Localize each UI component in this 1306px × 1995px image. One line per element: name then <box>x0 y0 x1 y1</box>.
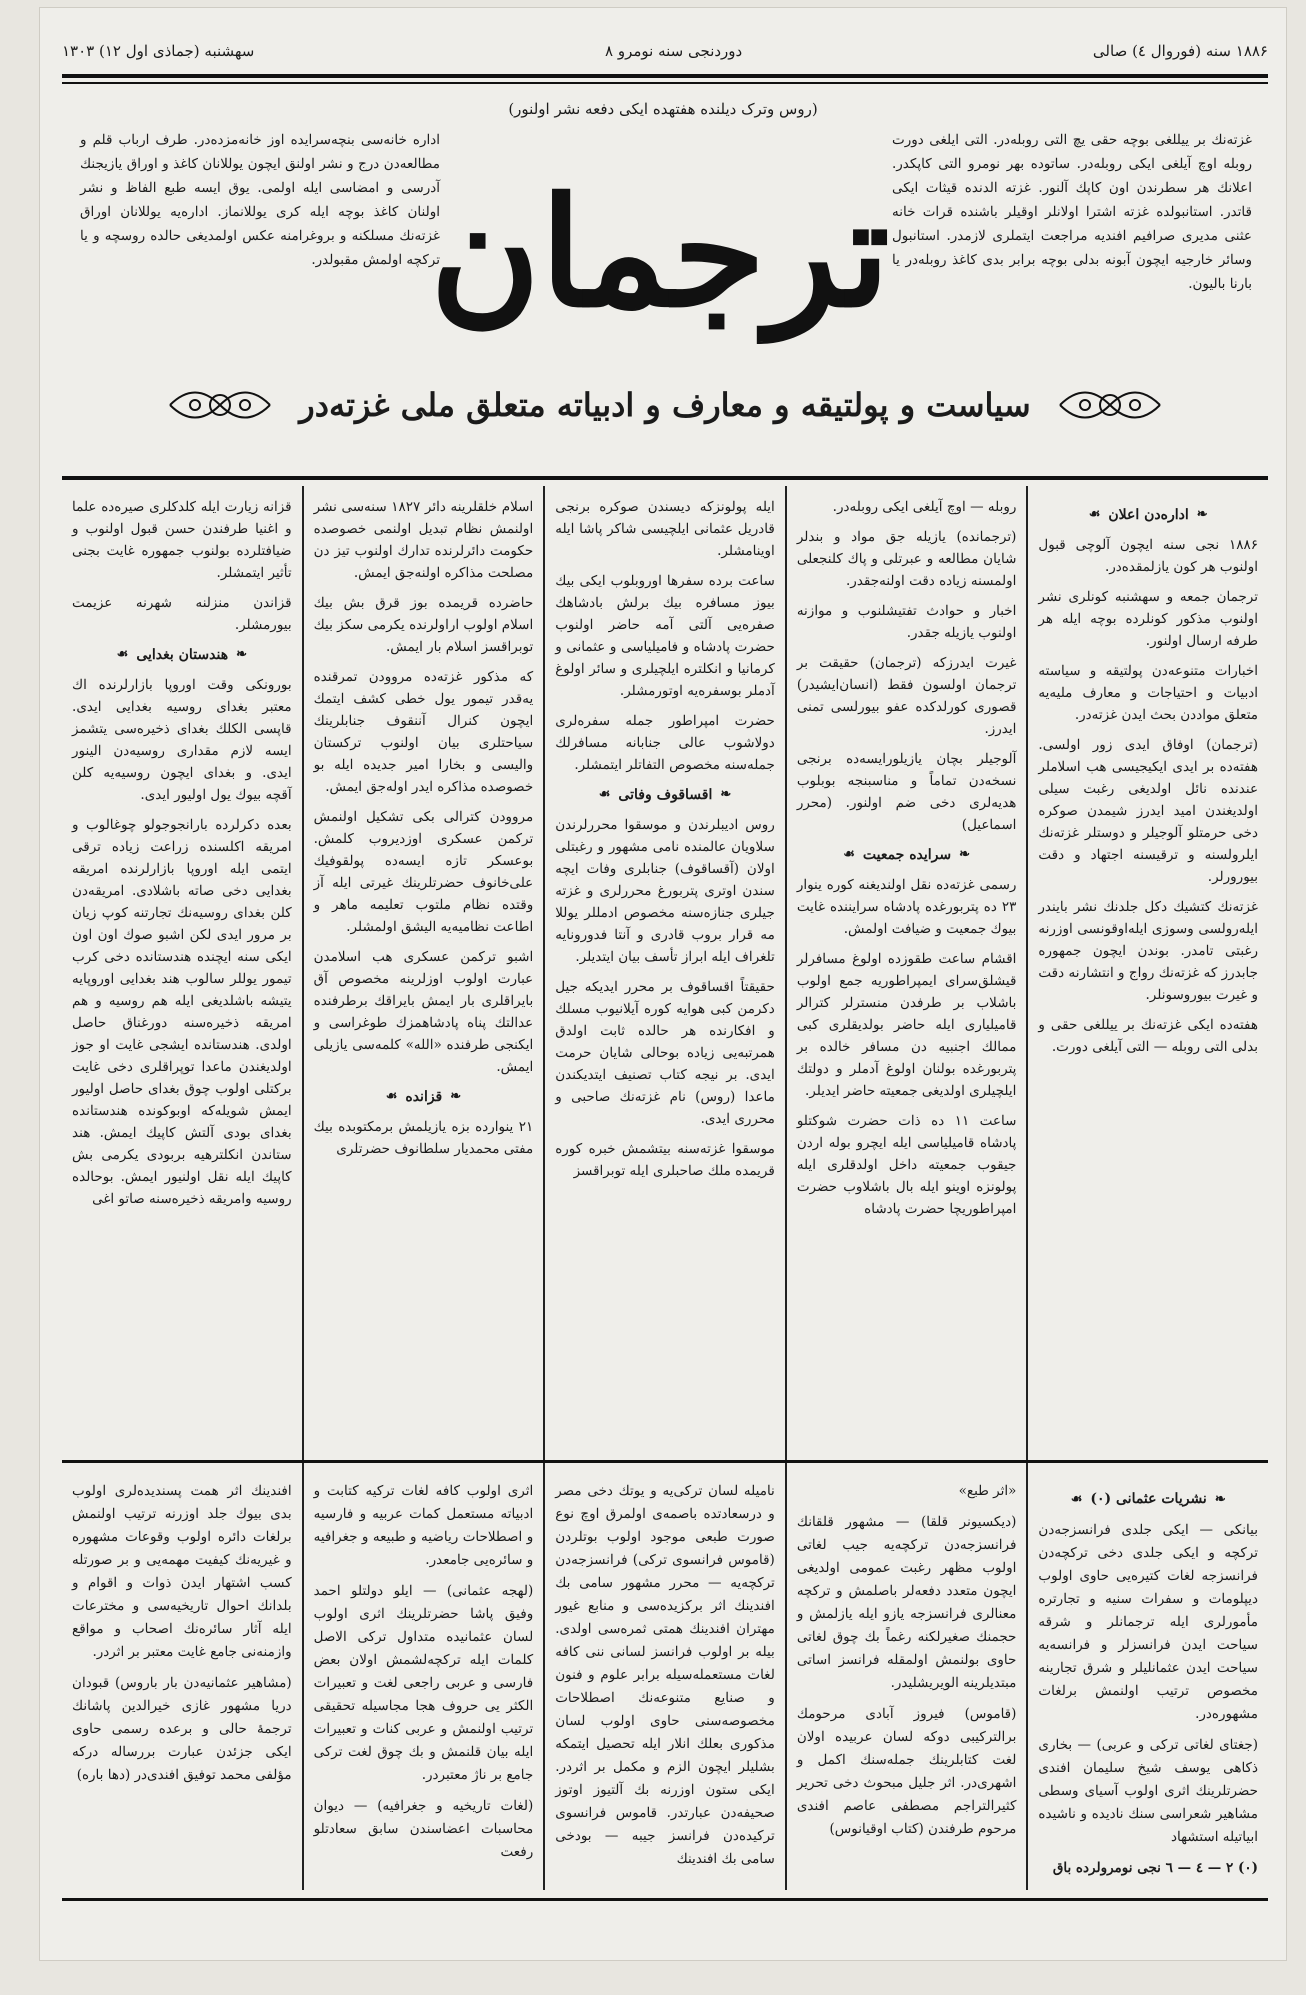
flourish-icon: ❧ <box>1214 1492 1226 1507</box>
section-divider-rule <box>62 1460 1268 1463</box>
column-2-heading-text: سرایده جمعیت <box>862 847 952 863</box>
column-5-heading-text: هندستان بغدایی <box>136 647 229 663</box>
column-5-paragraph: بعده دکرلرده بارانجوجولو چوغالوب و امریقه اکلسنده زراعت زیاده ترقی ایتمی ایله اوروپا بازارلرنده امریقه بغدایی دخی صاته باشلادی. امریقه‌دن کلن بغدای روسیه‌نك تجارتنه کوپ زیان بر مرور ایدی لکن اشبو صوك اون اون ایکی سنه ایچنده هندستانده دخی کرب تیمور یوللر سالوب هند بغدایی اوروپایه یتیشه باشلدیغی ایله هم روسیه و هم امریقه ذخیره‌سنه دورغناق حاصل اولدی. هندستانده ایشجی غایت او جوز اولدیغندن ماعدا توپراقلری دخی غایت برکتلی اولوب چوق بغدای حاصل اولیور ایمش شویله‌که اوبوکونده هندستانده بغدای بودی آلتش کاپیك ایمش. هند ستاندن انکلترهیه بربودی یکرمی بش کاپیك ایله نقل اولنیور ایمش. بوحالده روسیه وامریقه ذخیره‌سنه صاتو اغی <box>72 817 292 1207</box>
column-2-paragraph: اخبار و حوادث تفتیشلنوب و موازنه اولنوب یازیله جقدر. <box>796 603 1017 641</box>
column-1-paragraph: ترجمان جمعه و سهشنبه کونلری نشر اولنوب مذکور کونلرده بوچه ایله هر طرفه ارسال اولنور. <box>1038 589 1258 649</box>
bottom-column-4-paragraph: (لهجه عثمانی) — ایلو دولتلو احمد وفیق پاشا حضرتلرینك اثری اولوب لسان عثمانیده متداول ترکی الاصل کلمات ایله ترکچه‌لشمش اولان بعض فارسی و عربی راجعی لغت و تعبیرات الکثر یی حروف هجا مجاسیله تحقیقی ترتیب اولنمش و عربی کنات و تعبیرات ایله بیان قلنمش و بك چوق لغت ترکی جامع بر ناژ معتبردر. <box>313 1583 534 1783</box>
column-4-paragraph: اسلام خلقلرینه دائر ۱۸۲۷ سنه‌سی نشر اولنمش نظام تبدیل اولنمی خصوصده حکومت دائرلرنده تدارك اولنوب تیز دن مصلحت مذاکره اولنه‌جق ایمش. <box>313 499 534 581</box>
flourish-icon: ❧ <box>720 787 732 802</box>
column-4-paragraph: حاضرده قریمده بوز قرق بش بیك اسلام اولوب اراولرنده یکرمی سکز بیك توبراقسز اسلام بار ایمش. <box>313 595 534 655</box>
column-5-paragraph: بورونکی وقت اوروپا بازارلرنده اك معتبر بغدای روسیه بغدایی ایدی. قاپسی الکلك بغدای ذخیره‌سی یتشمز ایسه لازم مقداری روسیه‌دن الینور ایدی. و بغدای ایچون روسیه‌یه کلن آقچه بیوك یول اولیور ایدی. <box>72 677 292 803</box>
column-1-paragraph: ۱۸۸۶ نجی سنه ایچون آلوچی قبول اولنوب هر کون یازلمقده‌در. <box>1038 537 1258 575</box>
tagline-row <box>62 370 1268 440</box>
bottom-column-4 <box>302 1470 544 1890</box>
column-3-paragraph: موسقوا غزته‌سنه بیتشمش خبره کوره قریمده ملك صاحبلری ایله توبراقسز <box>555 1141 775 1179</box>
flourish-icon: ❧ <box>236 647 248 662</box>
bottom-column-2-paragraph: (قاموس) فیروز آبادی مرحومك برالترکیبی دوکه لسان عربیده اولان لغت کتابلرینك جمله‌سنك اکمل و اشهری‌در. اثر جلیل مبحوث دخی تحریر کثیرالتراجم مصطفی عاصم افندی مرحوم طرفندن (کتاب اوقیانوس) <box>796 1706 1017 1837</box>
column-5-paragraph: قزانه زیارت ایله کلدکلری صیره‌ده علما و اغنیا طرفندن حسن قبول اولنوب و ضیافتلرده بولنوب جمهوره غایت بجنی تأثیر ایتمشلر. <box>72 499 292 581</box>
bottom-column-4-paragraph: (لغات تاریخیه و جغرافیه) — دیوان محاسبات اعضاسندن سابق سعادتلو رفعت <box>313 1798 534 1860</box>
column-2-paragraph: اقشام ساعت طقوزده اولوغ مسافرلر قیشلق‌سرای ایمپراطوریه جمع اولوب باشلاب بر طرفدن منسترلر کترالر قامیلیاری ایله حاضر بولدیقلری کبی ممالك اجنبیه دن مسافر خالده بر پتربورغده بولنان اولوغ آدملر و دولتك ایلچیلری اولدیغی جمعیته حاضر ایدیلر. <box>796 951 1017 1099</box>
flourish-icon: ❧ <box>450 1089 462 1104</box>
ornament-right-icon <box>1055 375 1165 435</box>
column-5-heading <box>72 644 292 666</box>
hijri-date: (جماذی اول ۱۲) ۱۳۰۳ <box>62 42 200 60</box>
publication-frequency: (روس وترک دیلنده هفتهده ایکی دفعه نشر اولنور) <box>508 100 818 118</box>
column-2-paragraph: غیرت ایدرزکه (ترجمان) حقیقت بر ترجمان اولسون فقط (انسان‌ایشیدر) قصوری کورلدکده عفو بیورلسی تمنی ایدرز. <box>796 655 1017 737</box>
column-3-heading-text: اقساقوف وفاتی <box>618 787 713 803</box>
column-1-heading <box>1038 504 1258 526</box>
column-2-paragraph: رسمی غزته‌ده نقل اولندیغنه کوره ینوار ۲۳ ده پتربورغده پادشاه سرایننده غایت بیوك جمعیت و ضیافت اولمش. <box>796 877 1017 937</box>
bottom-column-5 <box>62 1470 302 1890</box>
bottom-column-4-paragraph: اثری اولوب کافه لغات ترکیه کتابت و ادبیاته مستعمل کمات عربیه و فارسیه و اصطلاحات ریاضیه و طبیعه و جغرافیه و سائره‌یی جامعدر. <box>313 1483 534 1568</box>
column-2-paragraph: (ترجمانده) یازیله جق مواد و بندلر شایان مطالعه و عبرتلی و پاك کلنجعلی اولمسنه زیاده دقت اولنه‌جقدر. <box>796 529 1017 589</box>
column-4-paragraph: مروودن کترالی بکی تشکیل اولنمش ترکمن عسکری اوزدیروب کلمش. بوعسکر تازه ایسه‌ده پولقوفیك علی‌خانوف حضرتلرینك غیرتی ایله آز وقتده نظام ملتوب تعلیمه ماهر و اطاعت نظامیه‌یه الیشق اولمشلر. <box>313 809 534 935</box>
flourish-icon: ☙ <box>843 847 855 862</box>
column-4-heading-text: قزانده <box>405 1089 443 1105</box>
column-1-heading-text: اداره‌دن اعلان <box>1108 507 1189 523</box>
flourish-icon: ☙ <box>385 1089 398 1104</box>
masthead-rule-inner <box>62 82 1268 84</box>
newspaper-page <box>40 8 1286 1960</box>
flourish-icon: ☙ <box>116 647 129 662</box>
bottom-column-2-paragraph: (دیکسیونر قلقا) — مشهور قلقانك فرانسزجه‌دن ترکچه‌یه جیب لغاتی اولوب مظهر رغبت عمومی اولدیغی ایچون متعدد دفعه‌لر باصلمش و ترکچه معنالری فرانسزجه یازو ایله یازلمش و حجمنك صغیرلکنه رغماً بك چوق لغاتی حاوی بولنمش اولمقله فرانسز اساتی مبتدیلرینه الویریشلیدر. <box>796 1514 1017 1691</box>
column-1-paragraph: غزته‌نك کتشیك دکل جلدنك نشر بایندر ایله‌رولسی وسوزی ایله‌اوقونسی اوزرنه رغبتی تامدر. بوندن ایچون جمهوره جابدرز که غزته‌نك رواج و انتشارنه دقت و غیرت بیوروسونلر. <box>1038 899 1258 1003</box>
editorial-office-info: اداره خانه‌سی بنچه‌سرایده اوز خانه‌مزده‌در. طرف ارباب قلم و مطالعه‌دن درج و نشر اولنق ایچون یوللانان کاغذ و اوراق یازیجنك آدرسی و امضاسی ایله اولمی. یوق ایسه طبع الفاظ و نشر اولنان کاغذ بوچه ایله کری یوللانماز. اداره‌یه یوللانان اوراق غزته‌نك مسلکنه و بروغرامنه عکس اولمدیغی حالده روسچه و یا ترکچه اولمش مقبولدر. <box>80 132 440 268</box>
column-5-paragraph: قزاندن منزلنه شهرنه عزیمت بیورمشلر. <box>72 595 292 633</box>
column-2-paragraph: ساعت ۱۱ ده ذات حضرت شوکتلو پادشاه قامیلیاسی ایله ایچرو بوله اردن جیقوب جمعیته داخل اولدقلری ایله پولونزه اوینو ایله بال باشلاوب حضرت امپراطوریچا حضرت پادشاه <box>796 1113 1017 1217</box>
column-3-paragraph: حضرت امپراطور جمله سفره‌لری دولاشوب عالی جنابانه مسافرلك جمله‌سنه مخصوص التفاتلر ایتمشلر. <box>555 713 775 773</box>
bottom-column-1 <box>1026 1470 1268 1890</box>
tagline: سیاست و پولتیقه و معارف و ادبیاته متعلق ملی غزته‌در <box>299 386 1031 424</box>
column-4-paragraph: ۲۱ ینوارده بزه یازیلمش برمکتوبده بیك مفتی محمدیار سلطانوف حضرتلری <box>313 1119 534 1157</box>
masthead-rule-top <box>62 74 1268 78</box>
column-2-paragraph: روبله — اوچ آیلغی ایکی روبله‌در. <box>832 499 1017 515</box>
weekday-left: سهشنبه <box>204 42 255 60</box>
flourish-icon: ❧ <box>959 847 971 862</box>
issue-info: دوردنجی سنه نومرو ۸ <box>605 42 743 60</box>
masthead-left-group <box>62 42 254 60</box>
logo-title: ترجمان <box>430 165 890 341</box>
bottom-column-3 <box>543 1470 785 1890</box>
columns-top-rule <box>62 476 1268 480</box>
column-1-paragraph: (ترجمان) اوفاق ایدی زور اولسی. هفته‌ده بر ایدی ایکیجیسی هب اسلاملر عندنده نائل اولدیغی رغبت سیلی اولدیغندن امید ایدرز شیمدن صوکره دخی حرمتلو آلوجیلر و دوستلر غزته‌نك ایلرولسنه و ترقیسنه اجتهاد و دقت بیورورلر. <box>1038 737 1258 885</box>
bottom-column-2 <box>785 1470 1027 1890</box>
bottom-columns <box>62 1470 1268 1890</box>
subscription-info: غزته‌نك بر ییللغی بوچه حقی یچ التی روبله‌در. التی ایلغی دورت روبله اوچ آیلغی ایکی روبله‌در. ساتوده بهر نومرو التی کاپکدر. اعلانك هر سطرندن اون کاپك آلنور. غزته الدنده قیثات ایکی قاتدر. استانبولده غزته اشترا اولانلر اوقیلر باشنده قرات خانه عثنی مدیری صرافیم افندیه مراجعت ایتملری لازمدر. استانبول وسائر خارجیه ایچون آبونه بدلی بوچه برابر بدی کاغذ روبله‌در یا بارنا بالیون. <box>892 132 1252 292</box>
ornament-left-icon <box>165 375 275 435</box>
bottom-column-5-paragraph: افندینك اثر همت پسندیده‌لری اولوب بدی بیوك جلد اوزرنه ترتیب اولنمش برلغات دائره اولوب وقوعات مشهوره و غیریه‌نك کیفیت مهمه‌یی و بر صورتله کسب اشتهار ایدن ذوات و اقوام و بلدانك احوال تاریخیه‌سی و مخترعات ایله آثار سائره‌نك اصحاب و مواقع وازمنه‌نی جامع غایت معتبر بر اثردر. <box>72 1483 292 1660</box>
column-4-paragraph: که مذکور غزته‌ده مروودن تمرقنده یه‌قدر تیمور یول خطی کشف ایتمك ایچون کنرال آننقوف جنابلرینك سیاحتلری بیان اولنوب ترکستان والیسی و بخارا امیر جدیده ایله بو خصوصده مذاکره ایدر اوله‌جق ایمش. <box>313 669 534 795</box>
column-1-paragraph: اخبارات متنوعه‌دن پولتیقه و سیاسته ادبیات و احتیاجات و معارف ملیه‌یه متعلق مواددن بحث ایدن غزته‌در. <box>1038 663 1258 723</box>
footer-rule <box>62 1898 1268 1901</box>
column-4-paragraph: اشبو ترکمن عسکری هب اسلامدن عبارت اولوب اوزلرینه مخصوص آق بایراقلری بار ایمش بایراقك برطرفنده عدالتك پناه پادشاهمزك طوغراسی و ایکنجی طرفنده «الله» کلمه‌سی یازیلی ایمش. <box>313 949 534 1075</box>
bottom-column-5-paragraph: (مشاهیر عثمانیه‌دن بار باروس) قبودان دریا مشهور غازی خیرالدین پاشانك ترجمهٔ حالی و برعده رسمی حاوی ایکی جزئدن عبارت بررساله درکه مؤلفی محمد توفیق افندی‌در (دها باره) <box>72 1675 292 1783</box>
column-4-heading <box>314 1086 534 1108</box>
column-2-heading <box>797 844 1017 866</box>
column-1-paragraph: هفته‌ده ایکی غزته‌نك بر ییللغی حقی و بدلی التی روبله — التی آیلغی دورت. <box>1038 1017 1258 1055</box>
column-3-paragraph: روس ادیبلرندن و موسقوا محررلرندن سلاویان عالمنده نامی مشهور و رغبتلی اولان (آقساقوف) جنابلری وفات ایچه سندن اوتری پتربورغ محررلری و غزته جیلری جنازه‌سنه مخصوص ادمللر یوللا مه قرار بروب قادری و آنتا فدورونایه تلغراف ایله ابراز تأسف بیان ایتدیلر. <box>555 817 775 965</box>
bottom-column-2-paragraph: «اثر طبع» <box>958 1483 1017 1499</box>
column-2-paragraph: آلوجیلر بچان یازیلورایسه‌ده برنجی نسخه‌دن تماماً و مناسبنجه بوبلوب هدیه‌لری دخی ضم اولنور. (محرر اسماعیل) <box>796 751 1017 833</box>
flourish-icon: ☙ <box>1088 507 1101 522</box>
weekday-right: صالی <box>1092 42 1128 60</box>
flourish-icon: ☙ <box>598 787 611 802</box>
column-3-heading <box>555 784 775 806</box>
newspaper-logo <box>430 148 890 358</box>
column-3-paragraph: ایله پولونزکه دیسندن صوکره برنجی قادریل عثمانی ایلچیسی شاکر پاشا ایله اوینامشلر. <box>555 499 775 559</box>
gregorian-date: (فوروال ٤) <box>1132 42 1202 60</box>
ottoman-publications-heading-text: نشریات عثمانی (۰) <box>1090 1491 1207 1507</box>
footnote: (۰) ۲ — ٤ — ٦ نجی نومرولرده باق <box>1052 1860 1258 1876</box>
bottom-column-1-paragraph: بیانکی — ایکی جلدی فرانسزجه‌دن ترکچه و ایکی جلدی دخی ترکچه‌دن فرانسزجه لغات کتیره‌یی حاوی اولوب دیپلومات و سفرات سنیه و تجارتره مأمورلری ایله ترجمانلر و شرقه سیاحت ایدن فرانسزلر و فرانسه‌یه سیاحت ایدن عثمانلیلر و شرق تجارینه مخصوص ترتیب اولنمش برلغات مشهوره‌در. <box>1038 1522 1258 1722</box>
bottom-column-3-paragraph: نامیله لسان ترکی‌یه و یوتك دخی مصر و درسعادتده باصمه‌ی اولمرق اوچ نوع صورت طبعی موجود اولوب بوتلردن (قاموس فرانسوی ترکی) فرانسزجه‌دن ترکچه‌یه — محرر مشهور سامی بك افندینك اثر برکزیده‌سی و منابع غیور مهتران افندینك همتی ثمره‌سی اولدی. بیله بر اولوب فرانسز لسانی ننی کافه لغات مستعمله‌سیله برابر علوم و فنون و صنایع متنوعه‌نك اصطلاحات مخصوصه‌سنی حاوی اولوب لسان مذکوری بعلك انلار ایله تحصیل ایتمكه بشلیلر ایچون الزم و مکمل بر اثردر. ایکی ستون اوزرنه بك آلتیوز اوتوز صحیفه‌دن عبارتدر. قاموس فرانسوی ترکیده‌دن فرانسز جیبه — بودخی سامی بك افندینك <box>555 1483 775 1867</box>
bottom-column-1-paragraph: (جغتای لغاتی ترکی و عربی) — بخاری ذکاهی یوسف شیخ سلیمان افندی حضرتلرینك اثری اولوب آسیای وسطی مشاهیر شعراسی سنك نادیده و ناشیده ابیاتیله استشهاد <box>1038 1737 1258 1845</box>
flourish-icon: ☙ <box>1070 1492 1083 1507</box>
flourish-icon: ❧ <box>1196 507 1208 522</box>
column-3-paragraph: ساعت برده سفرها اوروبلوب ایکی بیك بیوز مسافره بیك برلش بادشاهك صفره‌یی آلتی آمه حاضر اولنوب حضرت پادشاه و فامیلیاسی و عثمانی و کرمانیا و انکلتره ایلچیلری و سائر اولوغ آدملر بوسفره‌یه اوتورمشلر. <box>555 573 775 699</box>
column-3-paragraph: حقیقتاً اقساقوف بر محرر ایدیکه جیل دکرمن کبی هوایه کوره آیلانیوب مسلك و افکارنده هر حالده ثابت اولدق همرتبه‌یی زیاده بوحالی شایان حرمت ایدی. بر نیجه کتاب تصنیف ایتدیکندن ماعدا (روس) نام غزته‌نك صاحبی و محرری ایدی. <box>555 979 775 1127</box>
ottoman-publications-heading <box>1038 1488 1258 1511</box>
masthead-right-group <box>1093 42 1268 60</box>
year-label: ۱۸۸۶ سنه <box>1205 42 1268 60</box>
masthead-dateline <box>62 42 1268 60</box>
